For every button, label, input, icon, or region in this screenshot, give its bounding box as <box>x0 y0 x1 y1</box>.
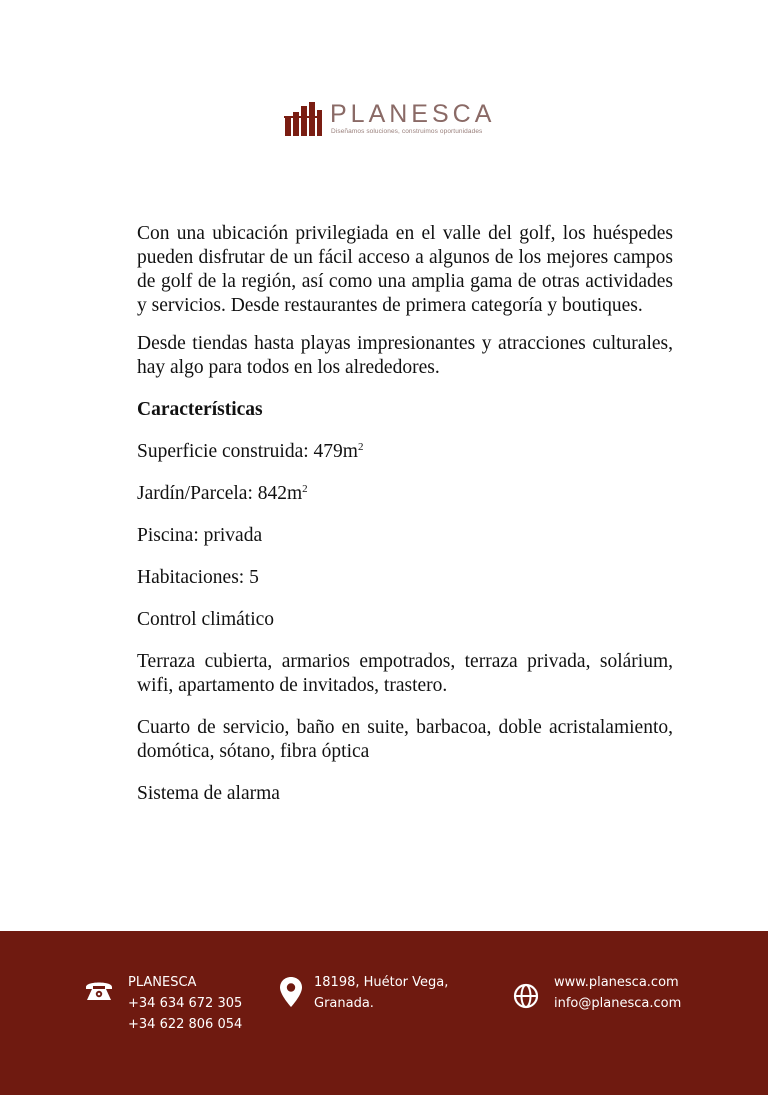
feature-extras-2: Cuarto de servicio, baño en suite, barbacoa, doble acristalamiento, domótica, sótano, fibra óptica <box>137 717 673 762</box>
phone-icon <box>83 978 115 1002</box>
feature-alarm: Sistema de alarma <box>137 783 280 804</box>
footer-web <box>554 972 681 1014</box>
location-pin-icon <box>279 976 303 1008</box>
footer-address-line-2: Granada. <box>314 996 374 1011</box>
footer-phone-2[interactable]: +34 622 806 054 <box>128 1017 243 1032</box>
footer-company-name: PLANESCA <box>128 975 197 990</box>
surroundings-paragraph: Desde tiendas hasta playas impresionantes y atracciones culturales, hay algo para todos en los alrededores. <box>137 333 673 378</box>
buildings-logo-icon <box>284 102 324 136</box>
footer-email-link[interactable]: info@planesca.com <box>554 996 682 1011</box>
footer-website-link[interactable]: www.planesca.com <box>554 975 679 990</box>
feature-extras-1: Terraza cubierta, armarios empotrados, terraza privada, solárium, wifi, apartamento de invitados, trastero. <box>137 651 673 696</box>
feature-bedrooms: Habitaciones: 5 <box>137 567 259 588</box>
feature-plot: Jardín/Parcela: $842m^2$ <box>137 483 308 504</box>
company-logo <box>284 100 514 140</box>
globe-icon <box>513 983 539 1009</box>
feature-built-area: Superficie construida: $479m^2$ <box>137 441 364 462</box>
footer <box>0 931 768 1095</box>
feature-pool: Piscina: privada <box>137 525 263 546</box>
logo-wordmark: PLANESCA <box>330 100 496 128</box>
footer-address-line-1: 18198, Huétor Vega, <box>314 975 449 990</box>
intro-paragraph: Con una ubicación privilegiada en el valle del golf, los huéspedes pueden disfrutar de un fácil acceso a algunos de los mejores campos de golf de la región, así como una amplia gama de otras actividades y servicios. Desde restaurantes de primera categoría y boutiques. <box>137 223 673 316</box>
feature-climate-control: Control climático <box>137 609 275 630</box>
footer-phone-1[interactable]: +34 634 672 305 <box>128 996 243 1011</box>
property-description <box>137 222 673 806</box>
footer-address <box>314 972 448 1014</box>
features-heading: Características <box>137 399 263 420</box>
footer-contact <box>128 972 242 1035</box>
logo-tagline: Diseñamos soluciones, construimos oportunidades <box>331 128 483 135</box>
